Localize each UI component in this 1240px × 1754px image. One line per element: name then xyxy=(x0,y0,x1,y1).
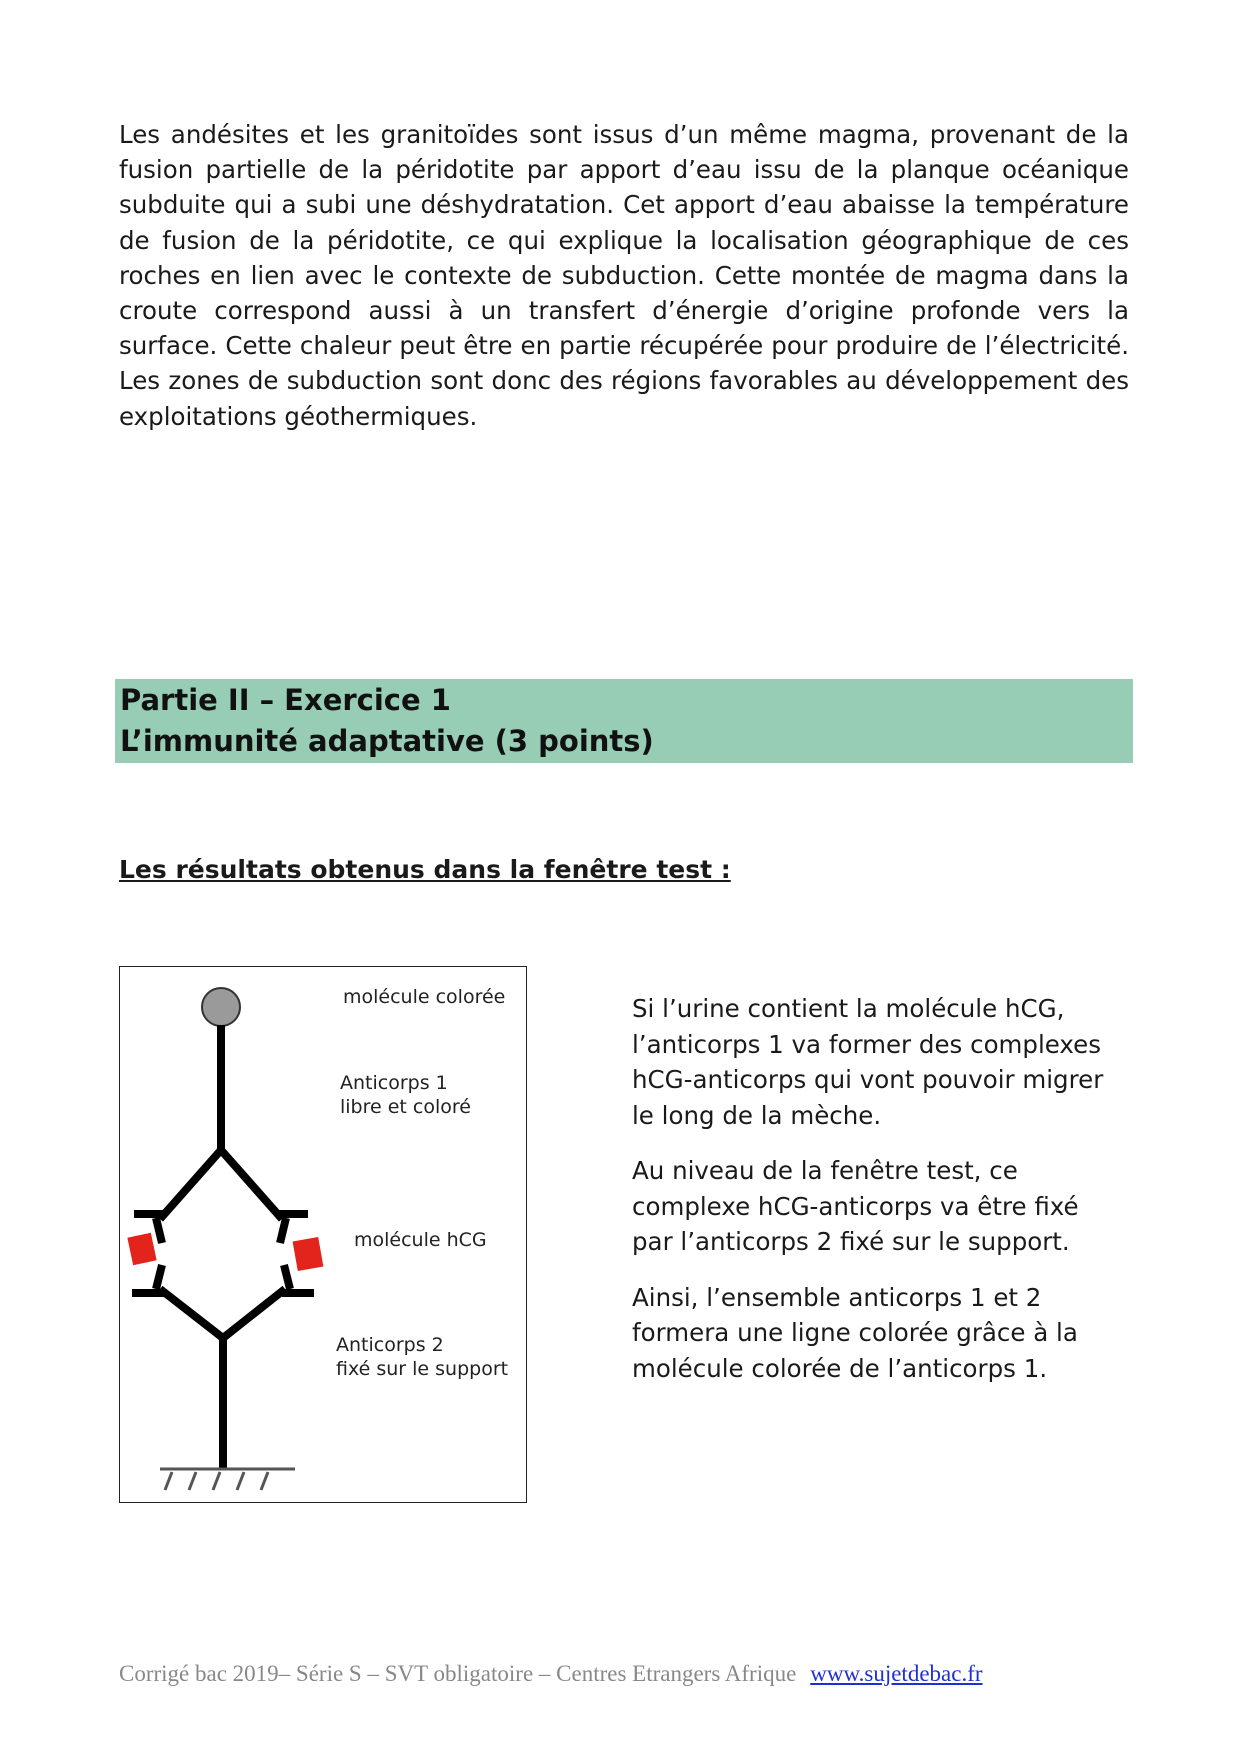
footer-text: Corrigé bac 2019– Série S – SVT obligatoire – Centres Etrangers Afrique xyxy=(119,1661,797,1686)
antibody-1-shape xyxy=(134,1025,308,1243)
explanation-paragraph-2: Au niveau de la fenêtre test, ce complexe hCG-anticorps va être fixé par l’anticorps 2 fixé sur le support. xyxy=(632,1156,1079,1256)
explanation-paragraph-3: Ainsi, l’ensemble anticorps 1 et 2 formera une ligne colorée grâce à la molécule colorée de l’anticorps 1. xyxy=(632,1282,1078,1383)
support-ground xyxy=(160,1469,295,1490)
label-anticorps-2-line1: Anticorps 2 xyxy=(336,1334,444,1356)
footer xyxy=(119,1661,983,1687)
label-molecule-coloree: molécule colorée xyxy=(343,986,506,1008)
section-title: Partie II – Exercice 1 xyxy=(120,683,451,717)
intro-paragraph: Les andésites et les granitoïdes sont issus d’un même magma, provenant de la fusion partielle de la péridotite par apport d’eau issu de la planque océanique subduite qui a subi une déshydratation. Cet apport d’eau abaisse la température de fusion de la péridotite, ce qui explique la localisation géographique de ces roches en lien avec le contexte de subduction. Cette montée de magma dans la croute correspond aussi à un transfert d’énergie d’origine profonde vers la surface. Cette chaleur peut être en partie récupérée pour produire de l’électricité. Les zones de subduction sont donc des régions favorables au développement des exploitations géothermiques. xyxy=(119,120,1129,431)
section-subtitle: L’immunité adaptative (3 points) xyxy=(120,724,654,758)
footer-link[interactable]: www.sujetdebac.fr xyxy=(810,1661,983,1686)
hcg-molecule-right xyxy=(293,1237,324,1271)
antibody-2-shape xyxy=(132,1265,314,1469)
explanation-text xyxy=(632,991,1112,1406)
results-heading: Les résultats obtenus dans la fenêtre test : xyxy=(119,855,731,884)
section-banner xyxy=(115,679,1133,763)
hcg-molecule-left xyxy=(127,1233,156,1265)
antibody-diagram xyxy=(119,966,527,1503)
label-anticorps-2-line2: fixé sur le support xyxy=(336,1358,509,1380)
label-anticorps-1-line2: libre et coloré xyxy=(340,1096,471,1118)
label-hcg: molécule hCG xyxy=(354,1229,487,1251)
colored-molecule-sphere xyxy=(202,988,240,1026)
label-anticorps-1-line1: Anticorps 1 xyxy=(340,1072,448,1094)
explanation-paragraph-1: Si l’urine contient la molécule hCG, l’anticorps 1 va former des complexes hCG-anticorps qui vont pouvoir migrer le long de la mèche. xyxy=(632,994,1104,1130)
